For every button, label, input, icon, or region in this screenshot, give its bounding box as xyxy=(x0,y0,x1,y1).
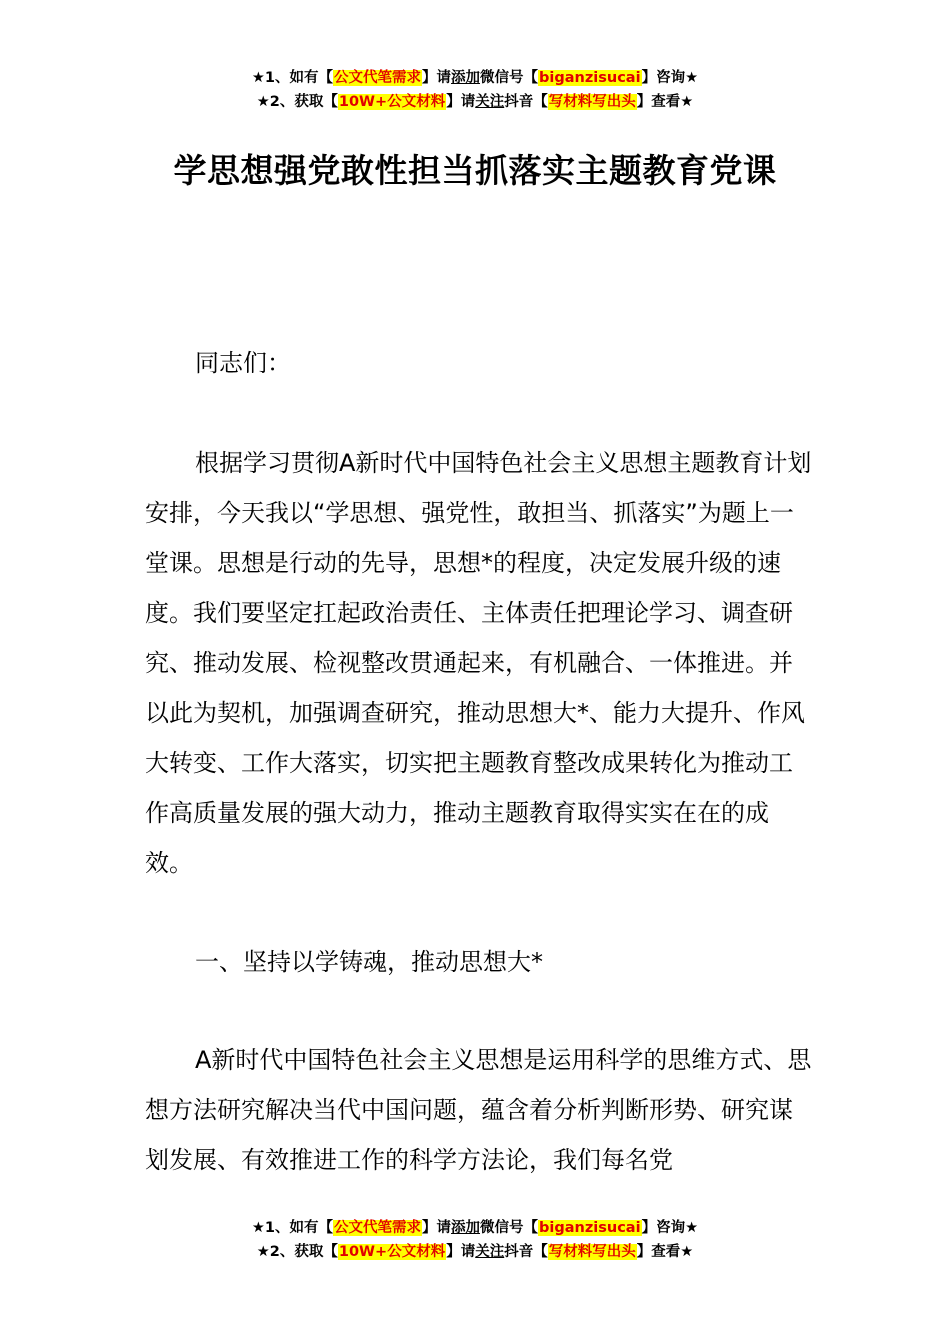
highlight-service: 公文代笔需求 xyxy=(334,70,422,86)
footer-highlight-douyin-id: 写材料写出头 xyxy=(548,1244,636,1260)
section-heading-1: 一、坚持以学铸魂，推动思想大* xyxy=(195,948,543,976)
footer-line-2: ★2、获取【10W+公文材料】请关注抖音【写材料写出头】查看★ xyxy=(256,1244,694,1260)
banner-line-1: ★1、如有【公文代笔需求】请添加微信号【biganzisucai】咨询★ xyxy=(251,70,699,86)
footer-highlight-materials: 10W+公文材料 xyxy=(338,1244,446,1260)
banner-line-2: ★2、获取【10W+公文材料】请关注抖音【写材料写出头】查看★ xyxy=(256,94,694,110)
footer-line-1: ★1、如有【公文代笔需求】请添加微信号【biganzisucai】咨询★ xyxy=(251,1220,699,1236)
salutation: 同志们： xyxy=(195,349,291,377)
highlight-materials: 10W+公文材料 xyxy=(338,94,446,110)
paragraph-intro: 根据学习贯彻A新时代中国特色社会主义思想主题教育计划安排，今天我以“学思想、强党性，敢担当、抓落实”为题上一堂课。思想是行动的先导，思想*的程度，决定发展升级的速度。我们要坚定扛起政治责任、主体责任把理论学习、调查研究、推动发展、检视整改贯通起来，有机融合、一体推进。并以此为契机，加强调查研究，推动思想大*、能力大提升、作风大转变、工作大落实，切实把主题教育整改成果转化为推动工作高质量发展的强大动力，推动主题教育取得实实在在的成效。 xyxy=(145,449,812,877)
highlight-douyin-id: 写材料写出头 xyxy=(548,94,636,110)
footer-banner xyxy=(0,1216,950,1264)
header-banner xyxy=(0,66,950,114)
paragraph-section-1: A新时代中国特色社会主义思想是运用科学的思维方式、思想方法研究解决当代中国问题，蕴含着分析判断形势、研究谋划发展、有效推进工作的科学方法论，我们每名党 xyxy=(145,1046,812,1174)
footer-highlight-service: 公文代笔需求 xyxy=(334,1220,422,1236)
footer-highlight-wechat-id: biganzisucai xyxy=(539,1220,641,1236)
highlight-wechat-id: biganzisucai xyxy=(539,70,641,86)
document-title: 学思想强党敢性担当抓落实主题教育党课 xyxy=(173,151,777,190)
